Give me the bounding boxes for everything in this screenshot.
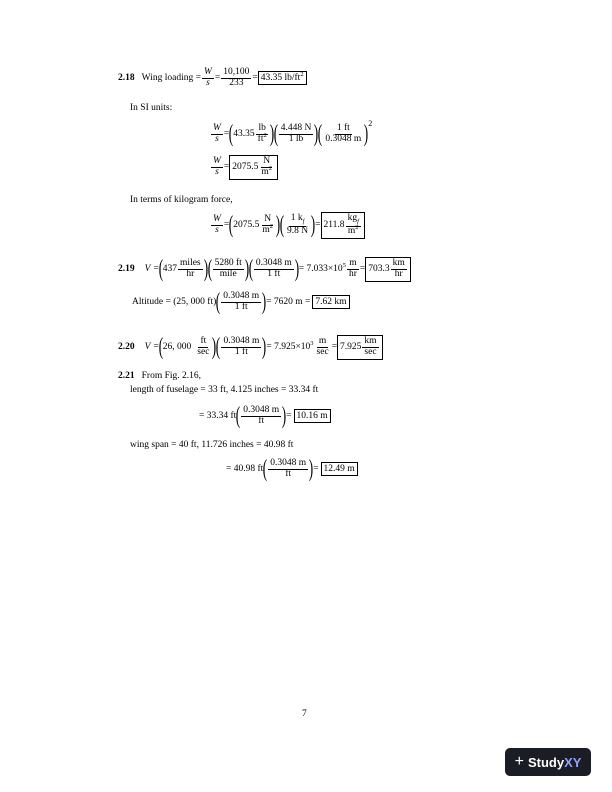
problem-2-21-header: 2.21 From Fig. 2.16,: [118, 371, 202, 381]
problem-number: 2.20: [118, 342, 135, 353]
kgf-result-box: 211.8 $\frac{kg_f}{m^2}$: [321, 212, 365, 239]
studyxy-logo: + Study XY: [505, 748, 591, 776]
si-result-box: 2075.5 $\frac{N}{m^2}$: [229, 155, 278, 180]
fuselage-length-line: length of fuselage = 33 ft, 4.125 inches = 33.34 ft: [130, 385, 319, 395]
page-number: 7: [302, 709, 307, 719]
si-units-heading: In SI units:: [130, 103, 173, 113]
problem-2-20-equation: 2.20 V = ( 26, 000 $\frac{ft}{\sec}$ ) ( $\frac{0.3048 m}{1 ft}$ ) = $7.925\times 10^3$ $\frac{m}{\sec}$ = 7.925 $\frac{km}{\sec}$: [118, 335, 383, 360]
problem-2-18-equation: 2.18 Wing loading = $\frac{W}{s}$ = $\frac{10,100}{233}$ = 43.35 $lb/ft^2$: [118, 68, 307, 89]
kgf-equation: $\frac{W}{s}$ = ( 2075.5 $\frac{N}{m^2}$ ) ( $\frac{1 k_f}{9.8 N}$ ) = 211.8 $\frac{kg_f}{m^2}$: [210, 212, 365, 239]
result-box: 43.35 $lb/ft^2$: [258, 71, 307, 85]
altitude-equation: Altitude = (25, 000 ft) ( $\frac{0.3048 m}{1 ft}$ ) = 7620 m = 7.62 km: [132, 290, 350, 314]
fuselage-result-box: 10.16 m: [294, 409, 331, 423]
plus-icon: +: [514, 753, 524, 770]
wing-span-conversion-equation: = 40.98 ft ( $\frac{0.3048 m}{ft}$ ) = 12.49 m: [226, 457, 358, 481]
velocity-result-box: 7.925 $\frac{km}{\sec}$: [337, 335, 383, 360]
velocity-result-box: 703.3 $\frac{km}{hr}$: [365, 257, 411, 282]
problem-number: 2.18: [118, 73, 135, 84]
wing-span-result-box: 12.49 m: [321, 462, 358, 476]
kgf-heading: In terms of kilogram force,: [130, 195, 233, 205]
wing-span-line: wing span = 40 ft, 11.726 inches = 40.98 ft: [130, 440, 294, 450]
si-result-equation: $\frac{W}{s}$ = 2075.5 $\frac{N}{m^2}$: [210, 155, 278, 180]
problem-number: 2.21: [118, 371, 135, 381]
altitude-result-box: 7.62 km: [312, 295, 349, 309]
fraction-w-over-s: $\frac{W}{s}$: [203, 67, 212, 88]
fraction-numeric: $\frac{10,100}{233}$: [223, 67, 250, 88]
fuselage-conversion-equation: = 33.34 ft ( $\frac{0.3048 m}{ft}$ ) = 10.16 m: [199, 404, 331, 428]
si-conversion-equation: $\frac{W}{s}$ = ( 43.35 $\frac{lb}{ft^2}$ ) ( $\frac{4.448 N}{1 lb}$ ) ( $\frac{1 ft}{0.3048 m}$ ) $^2$: [213, 119, 373, 147]
wing-loading-label: Wing loading =: [141, 73, 201, 84]
problem-2-19-equation: 2.19 V = ( 437 $\frac{\text{miles}}{hr}$ ) ( $\frac{5280 ft}{\text{mile}}$ ) ( $\frac{0.3048 m}{1 ft}$ ) = $7.033\times 10^5$ $\frac{m}{hr}$ = 703.3 $\frac{km}{hr}$: [118, 257, 411, 282]
problem-number: 2.19: [118, 264, 135, 275]
